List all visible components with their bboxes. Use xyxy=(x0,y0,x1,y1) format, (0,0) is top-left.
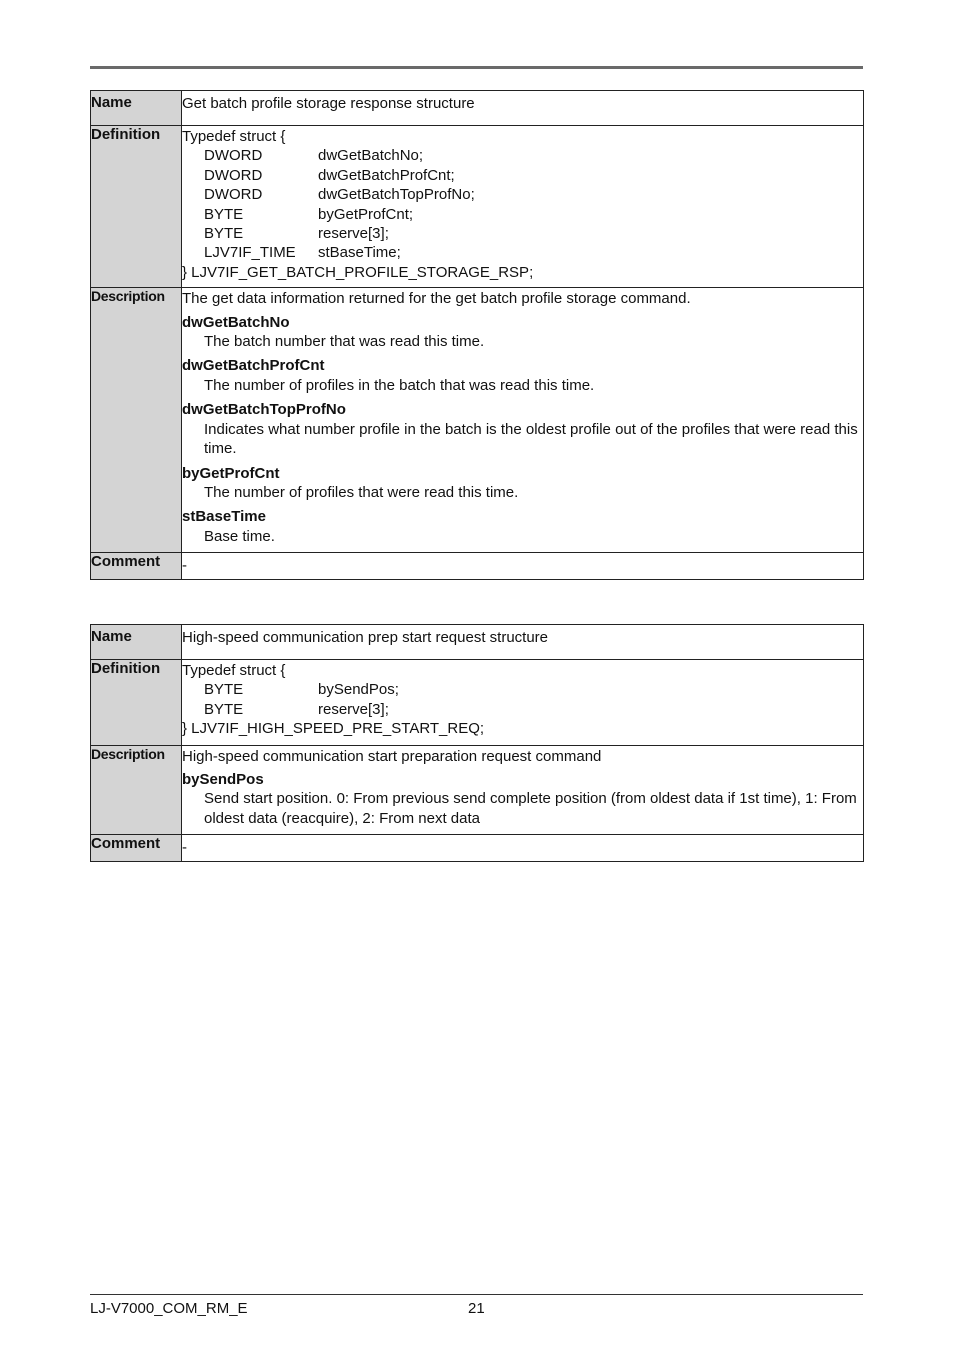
field-line xyxy=(182,185,863,204)
description-content xyxy=(182,288,864,553)
description-content xyxy=(182,745,864,835)
member-description: Base time. xyxy=(204,527,275,545)
struct-table-high-speed-pre-start-req xyxy=(90,624,864,862)
field-line xyxy=(182,146,863,165)
field-line xyxy=(182,166,863,185)
member-name: dwGetBatchNo xyxy=(182,313,290,331)
field-member: stBaseTime; xyxy=(318,244,401,262)
member-description: Indicates what number profile in the batch is the oldest profile out of the profiles that were read this time. xyxy=(204,420,858,458)
field-member: dwGetBatchProfCnt; xyxy=(318,166,455,184)
comment-row xyxy=(91,835,864,861)
definition-row xyxy=(91,126,864,288)
field-line xyxy=(182,243,863,262)
typedef-close: } LJV7IF_GET_BATCH_PROFILE_STORAGE_RSP; xyxy=(182,263,534,281)
field-member: bySendPos; xyxy=(318,681,399,699)
member-name: dwGetBatchProfCnt xyxy=(182,357,325,375)
description-row xyxy=(91,745,864,835)
field-line xyxy=(182,700,863,719)
name-label: Name xyxy=(91,625,182,660)
field-type: BYTE xyxy=(204,681,244,699)
member-name: stBaseTime xyxy=(182,508,266,526)
definition-content xyxy=(182,660,864,746)
field-line xyxy=(182,224,863,243)
description-row xyxy=(91,288,864,553)
field-type: LJV7IF_TIME xyxy=(204,244,296,262)
field-line xyxy=(182,205,863,224)
field-type: DWORD xyxy=(204,186,263,204)
field-member: reserve[3]; xyxy=(318,700,389,718)
definition-label: Definition xyxy=(91,126,182,288)
field-type: BYTE xyxy=(204,205,244,223)
footer-rule xyxy=(90,1294,863,1295)
footer-doc-id: LJ-V7000_COM_RM_E xyxy=(90,1300,248,1317)
struct-table-batch-profile-storage-rsp xyxy=(90,90,864,580)
description-intro: The get data information returned for the get batch profile storage command. xyxy=(182,290,691,308)
comment-row xyxy=(91,553,864,579)
definition-label: Definition xyxy=(91,660,182,746)
comment-label: Comment xyxy=(91,835,182,861)
definition-content xyxy=(182,126,864,288)
comment-label: Comment xyxy=(91,553,182,579)
comment-value: - xyxy=(182,553,864,579)
definition-row xyxy=(91,660,864,746)
name-row xyxy=(91,91,864,126)
page-number: 21 xyxy=(468,1300,485,1317)
member-name: dwGetBatchTopProfNo xyxy=(182,401,346,419)
field-type: BYTE xyxy=(204,700,244,718)
member-description: The number of profiles that were read this time. xyxy=(204,483,519,501)
description-label: Description xyxy=(91,288,182,553)
field-line xyxy=(182,680,863,699)
member-description: Send start position. 0: From previous send complete position (from oldest data if 1st time), 1: From oldest data (reacquire), 2: From next data xyxy=(204,790,857,827)
member-name: byGetProfCnt xyxy=(182,464,280,482)
typedef-open: Typedef struct { xyxy=(182,128,286,145)
header-rule xyxy=(90,66,863,69)
description-intro: High-speed communication start preparation request command xyxy=(182,747,602,765)
field-type: DWORD xyxy=(204,166,263,184)
member-name: bySendPos xyxy=(182,771,264,789)
comment-value: - xyxy=(182,835,864,861)
field-member: dwGetBatchTopProfNo; xyxy=(318,186,475,204)
field-type: BYTE xyxy=(204,225,244,243)
struct-name: High-speed communication prep start request structure xyxy=(182,625,864,660)
member-description: The batch number that was read this time. xyxy=(204,333,485,351)
description-label: Description xyxy=(91,745,182,835)
typedef-close: } LJV7IF_HIGH_SPEED_PRE_START_REQ; xyxy=(182,720,485,738)
typedef-open: Typedef struct { xyxy=(182,662,286,679)
field-member: dwGetBatchNo; xyxy=(318,147,424,165)
struct-name: Get batch profile storage response structure xyxy=(182,91,864,126)
field-type: DWORD xyxy=(204,147,263,165)
name-row xyxy=(91,625,864,660)
field-member: reserve[3]; xyxy=(318,225,389,243)
name-label: Name xyxy=(91,91,182,126)
field-member: byGetProfCnt; xyxy=(318,205,414,223)
member-description: The number of profiles in the batch that was read this time. xyxy=(204,376,595,394)
